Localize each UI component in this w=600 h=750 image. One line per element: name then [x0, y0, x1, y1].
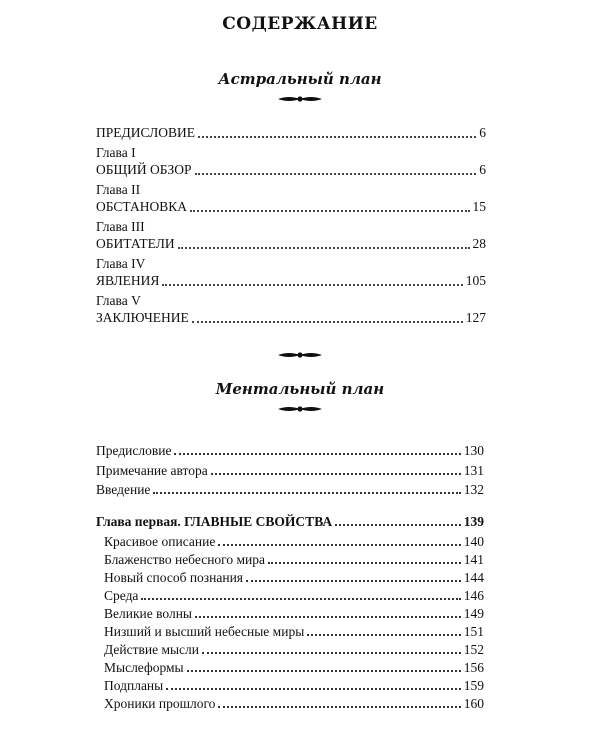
- entry-label: ЯВЛЕНИЯ: [96, 273, 160, 288]
- toc-entry[interactable]: [96, 463, 484, 479]
- dot-leader: [187, 669, 461, 672]
- toc-entry[interactable]: [96, 273, 486, 289]
- toc-entry[interactable]: [96, 125, 486, 141]
- dot-leader: [246, 579, 461, 582]
- entry-label: Великие волны: [104, 606, 192, 621]
- entry-page: 105: [465, 273, 486, 288]
- entry-page: 130: [463, 443, 484, 458]
- entry-label: ОБЩИЙ ОБЗОР: [96, 162, 192, 177]
- entry-label: Новый способ познания: [104, 570, 244, 585]
- entry-page: 160: [463, 696, 484, 711]
- toc-chapter-entry[interactable]: [96, 514, 484, 530]
- dot-leader: [162, 283, 462, 286]
- dot-leader: [307, 633, 460, 636]
- entry-page: 15: [472, 199, 486, 214]
- entry-page: 139: [463, 514, 484, 529]
- chapter-number: Глава V: [96, 293, 141, 308]
- toc-subentry[interactable]: [104, 624, 484, 640]
- entry-label: Низший и высший небесные миры: [104, 624, 305, 639]
- entry-page: 141: [463, 552, 484, 567]
- dot-leader: [202, 651, 461, 654]
- entry-label: Примечание автора: [96, 463, 208, 478]
- entry-label: ОБСТАНОВКА: [96, 199, 187, 214]
- dot-leader: [153, 491, 460, 494]
- toc-entry[interactable]: [96, 482, 484, 498]
- dot-leader: [218, 543, 460, 546]
- entry-page: 131: [463, 463, 484, 478]
- entry-page: 127: [465, 310, 486, 325]
- entry-label: ПРЕДИСЛОВИЕ: [96, 125, 196, 140]
- toc-entry[interactable]: [96, 162, 486, 178]
- chapter-number: Глава I: [96, 145, 136, 160]
- entry-label: Среда: [104, 588, 139, 603]
- entry-label: Действие мысли: [104, 642, 200, 657]
- entry-label: Красивое описание: [104, 534, 216, 549]
- toc-entry[interactable]: [96, 310, 486, 326]
- entry-label: Предисловие: [96, 443, 172, 458]
- dot-leader: [195, 172, 477, 175]
- dot-leader: [190, 209, 470, 212]
- entry-page: 146: [463, 588, 484, 603]
- toc-subentry[interactable]: [104, 534, 484, 550]
- dot-leader: [195, 615, 461, 618]
- entry-page: 6: [479, 125, 486, 140]
- dot-leader: [198, 135, 476, 138]
- ornament-icon: [277, 350, 323, 360]
- entry-page: 140: [463, 534, 484, 549]
- dot-leader: [335, 523, 461, 526]
- toc-subentry[interactable]: [104, 570, 484, 586]
- ornament-icon: [277, 404, 323, 414]
- entry-label: Блаженство небесного мира: [104, 552, 266, 567]
- dot-leader: [268, 561, 461, 564]
- chapter-number: Глава II: [96, 182, 141, 197]
- chapter-number: Глава IV: [96, 256, 146, 271]
- section-title-mental: Ментальный план: [215, 380, 385, 398]
- toc-entry[interactable]: [96, 443, 484, 459]
- entry-page: 149: [463, 606, 484, 621]
- dot-leader: [178, 246, 470, 249]
- entry-page: 151: [463, 624, 484, 639]
- chapter-number: Глава III: [96, 219, 145, 234]
- toc-subentry[interactable]: [104, 606, 484, 622]
- dot-leader: [141, 597, 460, 600]
- entry-label: ОБИТАТЕЛИ: [96, 236, 175, 251]
- dot-leader: [192, 320, 463, 323]
- entry-page: 6: [479, 162, 486, 177]
- toc-subentry[interactable]: [104, 588, 484, 604]
- dot-leader: [211, 472, 461, 475]
- section-title-astral: Астральный план: [218, 70, 382, 88]
- toc-entry[interactable]: [96, 236, 486, 252]
- toc-subentry[interactable]: [104, 660, 484, 676]
- toc-subentry[interactable]: [104, 678, 484, 694]
- toc-entry[interactable]: [96, 199, 486, 215]
- page-title: СОДЕРЖАНИЕ: [222, 14, 378, 34]
- entry-label: Хроники прошлого: [104, 696, 216, 711]
- entry-page: 28: [472, 236, 486, 251]
- entry-label: Глава первая. ГЛАВНЫЕ СВОЙСТВА: [96, 514, 333, 529]
- entry-page: 144: [463, 570, 484, 585]
- entry-page: 156: [463, 660, 484, 675]
- entry-page: 132: [463, 482, 484, 497]
- toc-subentry[interactable]: [104, 642, 484, 658]
- entry-page: 159: [463, 678, 484, 693]
- dot-leader: [174, 452, 460, 455]
- toc-subentry[interactable]: [104, 696, 484, 712]
- entry-label: Подпланы: [104, 678, 164, 693]
- entry-label: Мыслеформы: [104, 660, 184, 675]
- entry-label: Введение: [96, 482, 151, 497]
- dot-leader: [166, 687, 461, 690]
- entry-page: 152: [463, 642, 484, 657]
- dot-leader: [218, 705, 460, 708]
- toc-subentry[interactable]: [104, 552, 484, 568]
- ornament-icon: [277, 94, 323, 104]
- entry-label: ЗАКЛЮЧЕНИЕ: [96, 310, 189, 325]
